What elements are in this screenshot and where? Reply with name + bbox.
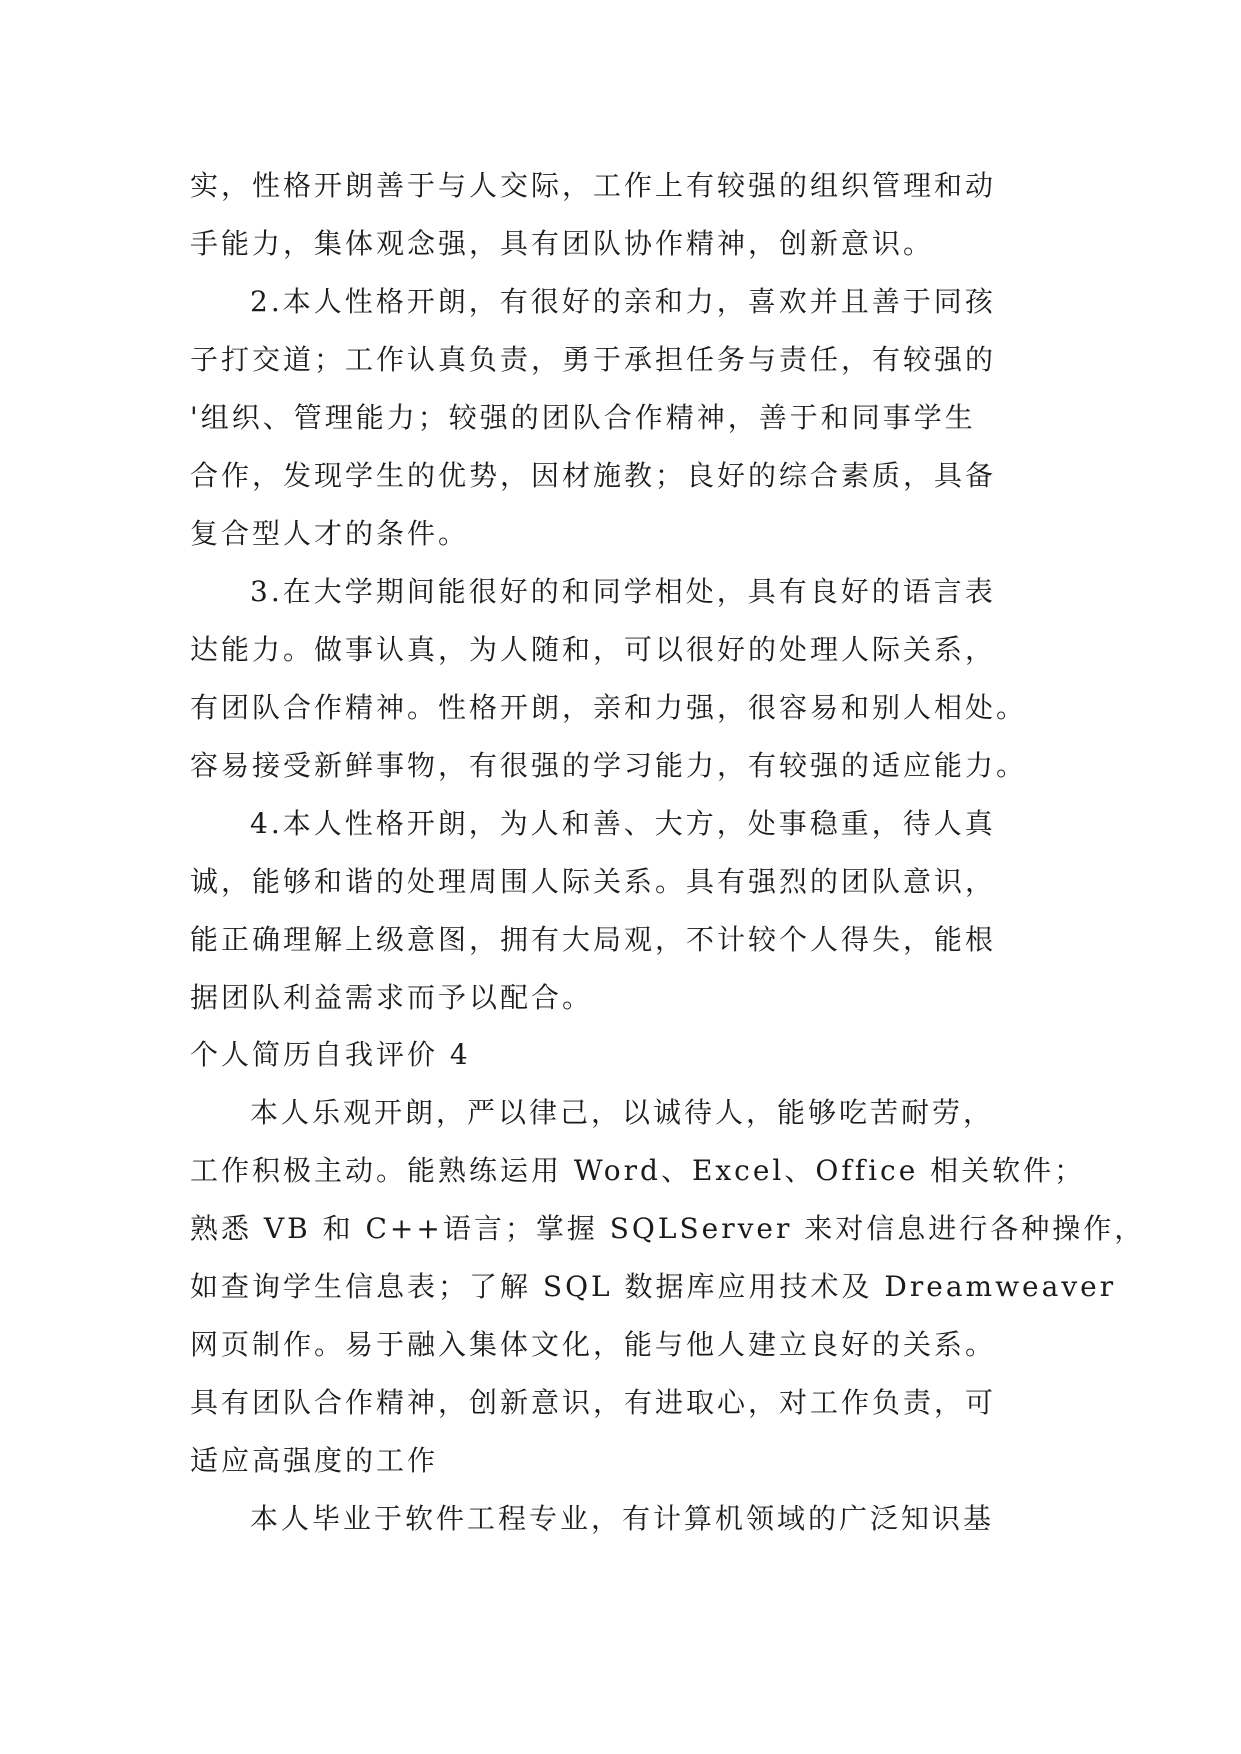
text-line: 网页制作。易于融入集体文化，能与他人建立良好的关系。	[190, 1328, 997, 1361]
paragraph-start: 本人乐观开朗，严以律己，以诚待人，能够吃苦耐劳，	[250, 1096, 995, 1129]
text-line: 据团队利益需求而予以配合。	[190, 981, 594, 1014]
text-line: 工作积极主动。能熟练运用 Word、Excel、Office 相关软件；	[190, 1154, 1086, 1187]
text-line: 达能力。做事认真，为人随和，可以很好的处理人际关系，	[190, 633, 997, 666]
text-line: '组织、管理能力；较强的团队合作精神，善于和同事学生	[190, 401, 976, 434]
text-line: 子打交道；工作认真负责，勇于承担任务与责任，有较强的	[190, 343, 997, 376]
text-line: 实，性格开朗善于与人交际，工作上有较强的组织管理和动	[190, 169, 997, 202]
paragraph-3-start: 3.在大学期间能很好的和同学相处，具有良好的语言表	[250, 575, 996, 608]
text-line: 手能力，集体观念强，具有团队协作精神，创新意识。	[190, 227, 935, 260]
text-line: 有团队合作精神。性格开朗，亲和力强，很容易和别人相处。	[190, 691, 1028, 724]
text-line: 容易接受新鲜事物，有很强的学习能力，有较强的适应能力。	[190, 749, 1028, 782]
text-line: 能正确理解上级意图，拥有大局观，不计较个人得失，能根	[190, 923, 997, 956]
text-line: 具有团队合作精神，创新意识，有进取心，对工作负责，可	[190, 1386, 997, 1419]
text-line: 熟悉 VB 和 C++语言；掌握 SQLServer 来对信息进行各种操作，	[190, 1212, 1146, 1245]
text-line: 复合型人才的条件。	[190, 517, 470, 550]
text-line: 如查询学生信息表；了解 SQL 数据库应用技术及 Dreamweaver	[190, 1270, 1117, 1303]
paragraph-start: 本人毕业于软件工程专业，有计算机领域的广泛知识基	[250, 1502, 995, 1535]
text-line: 诚，能够和谐的处理周围人际关系。具有强烈的团队意识，	[190, 865, 997, 898]
paragraph-4-start: 4.本人性格开朗，为人和善、大方，处事稳重，待人真	[250, 807, 996, 840]
section-heading: 个人简历自我评价 4	[190, 1038, 471, 1071]
text-line: 合作，发现学生的优势，因材施教；良好的综合素质，具备	[190, 459, 997, 492]
text-line: 适应高强度的工作	[190, 1444, 439, 1477]
paragraph-2-start: 2.本人性格开朗，有很好的亲和力，喜欢并且善于同孩	[250, 285, 996, 318]
